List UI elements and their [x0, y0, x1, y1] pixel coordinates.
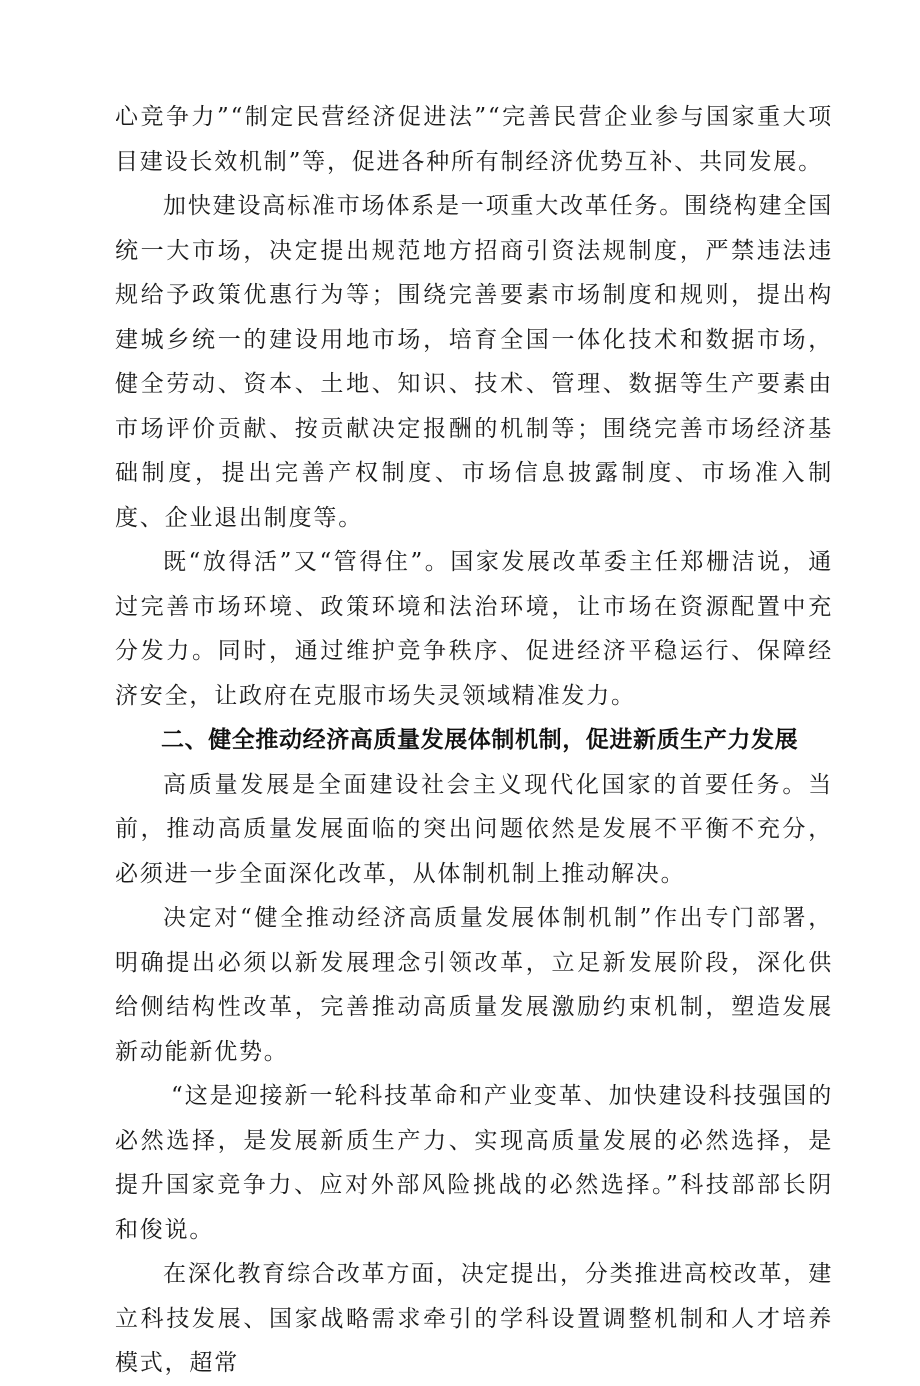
paragraph-quote: “这是迎接新一轮科技革命和产业变革、加快建设科技强国的必然选择，是发展新质生产力、实现高质量发展的必然选择，是提升国家竞争力、应对外部风险挑战的必然选择。”科技部部长阴和俊说。	[115, 1083, 833, 1243]
paragraph-market-government: 既“放得活”又“管得住”。国家发展改革委主任郑栅洁说，通过完善市场环境、政策环境和法治环境，让市场在资源配置中充分发力。同时，通过维护竞争秩序、促进经济平稳运行、保障经济安全，让政府在克服市场失灵领域精准发力。	[115, 549, 833, 709]
paragraph-continuation: 心竞争力”“制定民营经济促进法”“完善民营企业参与国家重大项目建设长效机制”等，促进各种所有制经济优势互补、共同发展。	[115, 104, 833, 175]
paragraph-decision-deployment: 决定对“健全推动经济高质量发展体制机制”作出专门部署，明确提出必须以新发展理念引领改革，立足新发展阶段，深化供给侧结构性改革，完善推动高质量发展激励约束机制，塑造发展新动能新优势。	[115, 905, 833, 1065]
document-body	[115, 95, 833, 1386]
paragraph-market-system: 加快建设高标准市场体系是一项重大改革任务。围绕构建全国统一大市场，决定提出规范地方招商引资法规制度，严禁违法违规给予政策优惠行为等；围绕完善要素市场制度和规则，提出构建城乡统一的建设用地市场，培育全国一体化技术和数据市场，健全劳动、资本、土地、知识、技术、管理、数据等生产要素由市场评价贡献、按贡献决定报酬的机制等；围绕完善市场经济基础制度，提出完善产权制度、市场信息披露制度、市场准入制度、企业退出制度等。	[115, 193, 833, 531]
paragraph-education-reform: 在深化教育综合改革方面，决定提出，分类推进高校改革，建立科技发展、国家战略需求牵引的学科设置调整机制和人才培养模式，超常	[115, 1261, 833, 1376]
section-heading: 二、健全推动经济高质量发展体制机制，促进新质生产力发展	[161, 727, 799, 753]
paragraph-high-quality-development: 高质量发展是全面建设社会主义现代化国家的首要任务。当前，推动高质量发展面临的突出问题依然是发展不平衡不充分，必须进一步全面深化改革，从体制机制上推动解决。	[115, 771, 833, 887]
